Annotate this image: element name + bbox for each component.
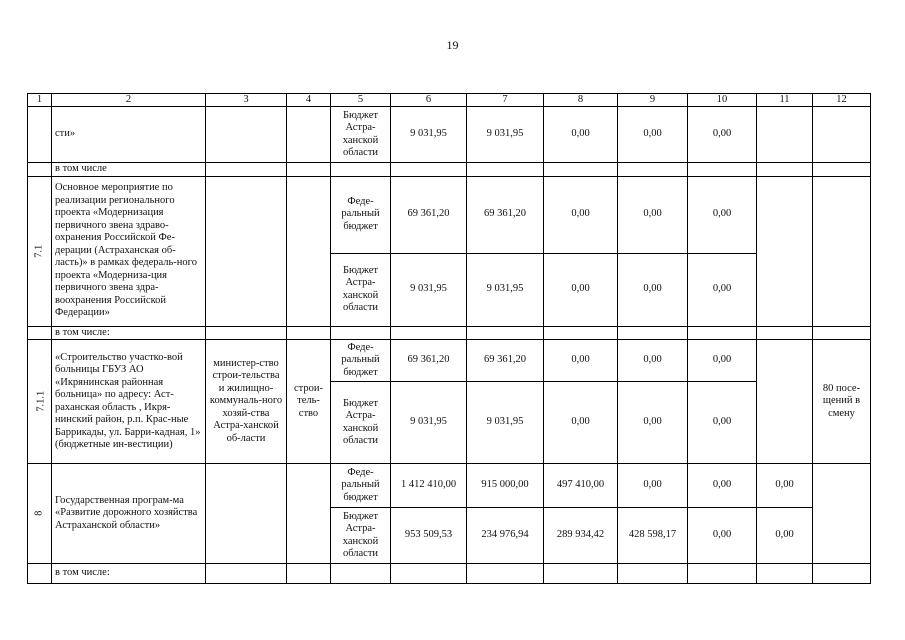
value-cell: 0,00 bbox=[688, 340, 757, 382]
value-cell: 0,00 bbox=[544, 107, 618, 163]
value-cell: 69 361,20 bbox=[391, 176, 467, 253]
value-cell: 9 031,95 bbox=[391, 253, 467, 326]
value-cell: 0,00 bbox=[688, 107, 757, 163]
value-cell: 0,00 bbox=[618, 107, 688, 163]
value-cell: 0,00 bbox=[688, 253, 757, 326]
value-cell: 0,00 bbox=[544, 176, 618, 253]
header-cell: 11 bbox=[757, 94, 813, 107]
table-row bbox=[28, 564, 871, 584]
table-row bbox=[28, 176, 871, 253]
header-cell: 1 bbox=[28, 94, 52, 107]
header-cell: 2 bbox=[52, 94, 206, 107]
program-name: «Строительство участко-вой больницы ГБУЗ АО «Икрянинская районная больница» по адресу: Аст-раханская область , Икря-нинский район, р.п. Крас-ные Баррикады, ул. Барри-кадная, 1» (бюджетные ин-вестиции) bbox=[52, 340, 206, 464]
table-row bbox=[28, 464, 871, 508]
funding-source: Феде-ральный бюджет bbox=[331, 464, 391, 508]
budget-table bbox=[27, 93, 871, 584]
value-cell: 69 361,20 bbox=[391, 340, 467, 382]
value-cell: 497 410,00 bbox=[544, 464, 618, 508]
header-cell: 8 bbox=[544, 94, 618, 107]
header-cell: 7 bbox=[467, 94, 544, 107]
value-cell: 0,00 bbox=[757, 464, 813, 508]
program-name: Государственная програм-ма «Развитие дорожного хозяйства Астраханской области» bbox=[52, 464, 206, 564]
value-cell: 9 031,95 bbox=[467, 107, 544, 163]
subsection-label: в том числе: bbox=[52, 326, 206, 340]
table-row bbox=[28, 340, 871, 382]
value-cell: 0,00 bbox=[688, 464, 757, 508]
row-number: 7.1.1 bbox=[28, 340, 52, 464]
header-cell: 3 bbox=[206, 94, 287, 107]
value-cell: 0,00 bbox=[618, 340, 688, 382]
funding-source: Бюджет Астра-ханской области bbox=[331, 508, 391, 564]
value-cell: 69 361,20 bbox=[467, 340, 544, 382]
header-cell: 12 bbox=[813, 94, 871, 107]
value-cell: 0,00 bbox=[618, 253, 688, 326]
expected-result: 80 посе-щений в смену bbox=[813, 340, 871, 464]
value-cell: 0,00 bbox=[688, 382, 757, 464]
subsection-label: в том числе bbox=[52, 163, 206, 177]
value-cell: 9 031,95 bbox=[391, 382, 467, 464]
header-cell: 5 bbox=[331, 94, 391, 107]
value-cell: 0,00 bbox=[618, 382, 688, 464]
value-cell: 1 412 410,00 bbox=[391, 464, 467, 508]
header-cell: 4 bbox=[287, 94, 331, 107]
funding-source: Бюджет Астра-ханской области bbox=[331, 253, 391, 326]
value-cell: 9 031,95 bbox=[467, 382, 544, 464]
header-cell: 9 bbox=[618, 94, 688, 107]
value-cell: 0,00 bbox=[544, 340, 618, 382]
subsection-label: в том числе: bbox=[52, 564, 206, 584]
value-cell: 0,00 bbox=[688, 508, 757, 564]
value-cell: 234 976,94 bbox=[467, 508, 544, 564]
executor: министер-ство строи-тельства и жилищно-коммуналь-ного хозяй-ства Астра-ханской об-ласти bbox=[206, 340, 287, 464]
row-number: 8 bbox=[28, 464, 52, 564]
event-type: строи-тель-ство bbox=[287, 340, 331, 464]
value-cell: 0,00 bbox=[757, 508, 813, 564]
funding-source: Феде-ральный бюджет bbox=[331, 340, 391, 382]
header-cell: 10 bbox=[688, 94, 757, 107]
value-cell: 9 031,95 bbox=[467, 253, 544, 326]
table-row bbox=[28, 107, 871, 163]
table-row bbox=[28, 326, 871, 340]
page-number: 19 bbox=[446, 38, 459, 52]
value-cell: 289 934,42 bbox=[544, 508, 618, 564]
program-name: Основное мероприятие по реализации регионального проекта «Модернизация первичного звена здраво-охранения Российской Фе-дерации (Астраханская об-ласть)» в рамках федераль-ного проекта «Модерниза-ция первичного звена здра-воохранения Российской Федерации» bbox=[52, 176, 206, 326]
header-row bbox=[28, 94, 871, 107]
funding-source: Бюджет Астра-ханской области bbox=[331, 382, 391, 464]
value-cell: 0,00 bbox=[544, 382, 618, 464]
value-cell: 953 509,53 bbox=[391, 508, 467, 564]
value-cell: 0,00 bbox=[688, 176, 757, 253]
value-cell: 69 361,20 bbox=[467, 176, 544, 253]
table-row bbox=[28, 163, 871, 177]
value-cell: 428 598,17 bbox=[618, 508, 688, 564]
value-cell: 915 000,00 bbox=[467, 464, 544, 508]
value-cell: 0,00 bbox=[544, 253, 618, 326]
value-cell: 0,00 bbox=[618, 176, 688, 253]
funding-source: Бюджет Астра-ханской области bbox=[331, 107, 391, 163]
header-cell: 6 bbox=[391, 94, 467, 107]
program-name: сти» bbox=[52, 107, 206, 163]
value-cell: 0,00 bbox=[618, 464, 688, 508]
value-cell: 9 031,95 bbox=[391, 107, 467, 163]
funding-source: Феде-ральный бюджет bbox=[331, 176, 391, 253]
row-number: 7.1 bbox=[28, 176, 52, 326]
